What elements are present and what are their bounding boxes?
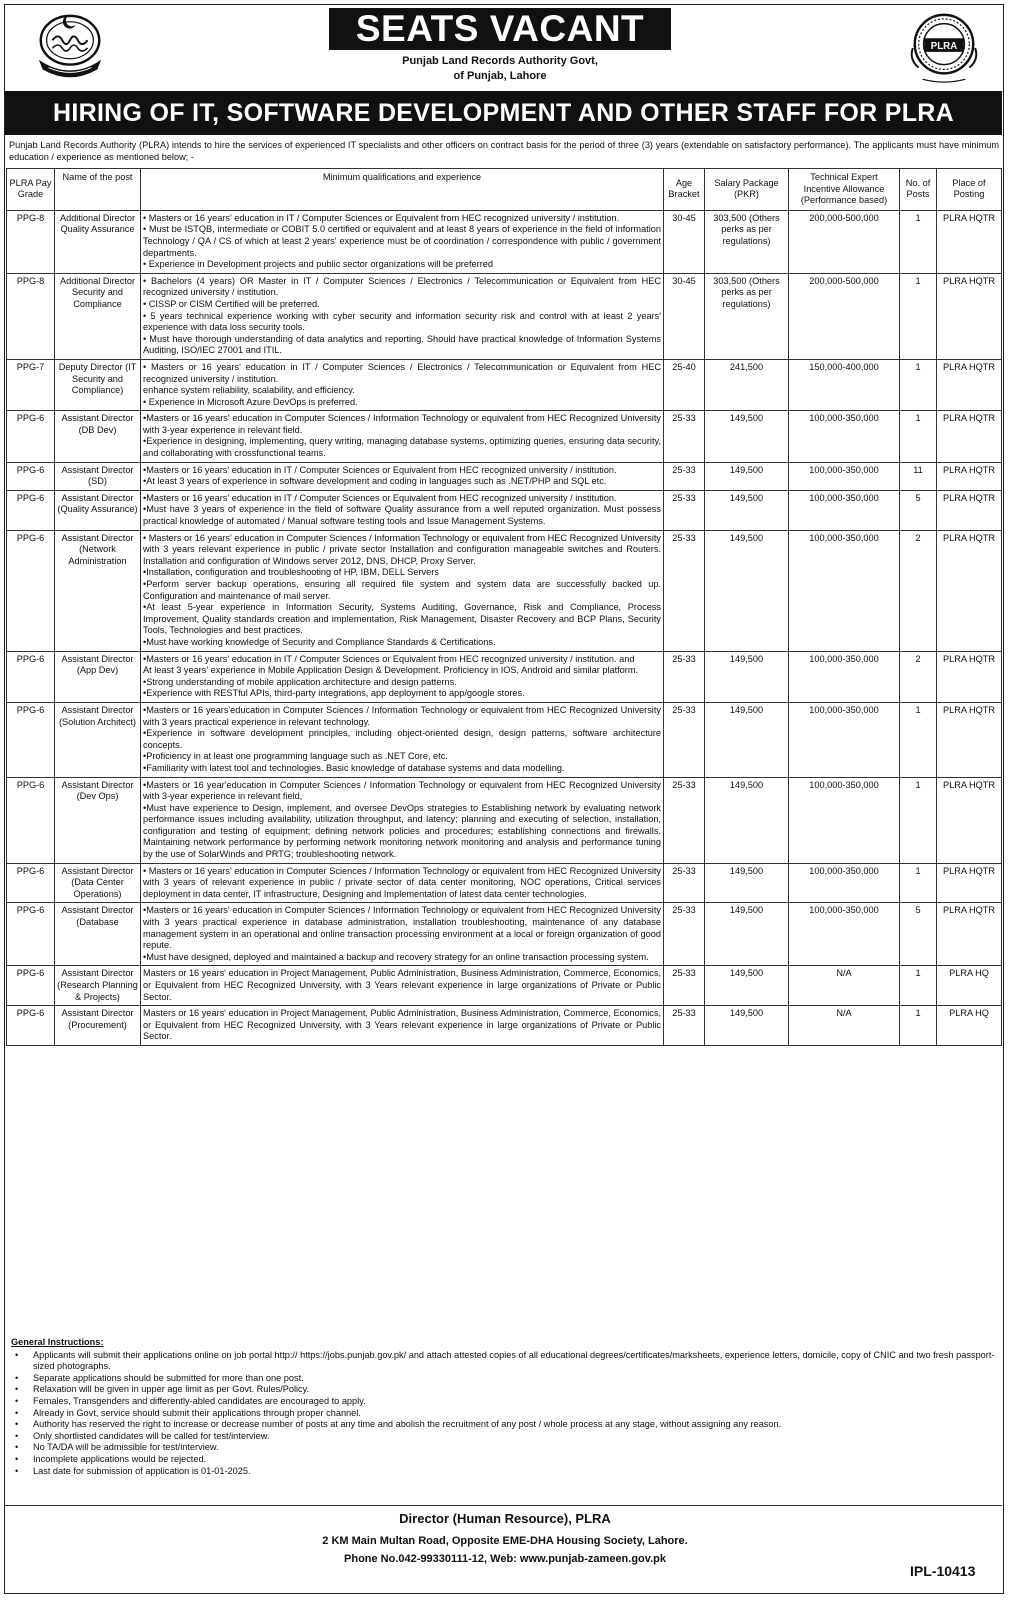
qualification-line: •Must have experience to Design, implement, and oversee DevOps strategies to Establishing network by evaluating network performance issues including availability, utilization throughput, and latency; planning and executing of selection, installation, configuration and testing of equipment; defining network policies and procedures; establishing connections and firewalls. Maintaining network performance by performing network monitoring network monitoring and analysis and performance tuning by the use of SolarWinds and PRTG; troubleshooting network. xyxy=(143,802,661,860)
punjab-government-emblem-icon xyxy=(31,11,109,87)
qualification-line: •Masters or 16 years' education in Computer Sciences / Information Technology or equivalent from HEC Recognized University with 3-year experience in relevant field. xyxy=(143,413,661,435)
qualifications-cell xyxy=(141,462,664,490)
table-row xyxy=(7,966,1002,1006)
qualifications-cell xyxy=(141,490,664,530)
salary-cell: 149,500 xyxy=(705,411,789,462)
qualification-line: • Masters or 16 years' education in Computer Sciences / Information Technology or equivalent from HEC Recognized University with 3 years of relevant experience in public / private sector of data center monitoring, NOC operations, Critical services deployment in data center, IT infrastructure, Designing and Implementation of latest data center technologies. xyxy=(143,865,662,899)
salary-cell: 241,500 xyxy=(705,359,789,410)
masthead xyxy=(5,5,1002,95)
posts-count-cell: 2 xyxy=(900,651,937,702)
intro-paragraph: Punjab Land Records Authority (PLRA) intends to hire the services of experienced IT specialists and other officers on contract basis for the period of three (3) years (extendable on satisfactory performance). The applicants must have minimum education / experience as mentioned below; - xyxy=(9,140,999,162)
qualifications-cell xyxy=(141,903,664,966)
post-name-cell: Assistant Director (Quality Assurance) xyxy=(55,490,141,530)
table-row xyxy=(7,903,1002,966)
seats-vacant-title: SEATS VACANT xyxy=(329,8,671,50)
post-name-cell: Assistant Director (Procurement) xyxy=(55,1006,141,1046)
ad-reference-number: IPL-10413 xyxy=(910,1563,976,1579)
posts-count-cell: 11 xyxy=(900,462,937,490)
header-place-of-posting: Place of Posting xyxy=(937,169,1002,211)
allowance-cell: 100,000-350,000 xyxy=(789,462,900,490)
post-name-cell: Assistant Director (DB Dev) xyxy=(55,411,141,462)
table-body xyxy=(7,210,1002,1045)
age-bracket-cell: 25-40 xyxy=(664,359,705,410)
allowance-cell: 100,000-350,000 xyxy=(789,530,900,651)
place-of-posting-cell: PLRA HQTR xyxy=(937,702,1002,777)
qualification-line: •Masters or 16 year'education in Computer Sciences / Information Technology or equivalent from HEC Recognized University with 3-year experience in relevant field, xyxy=(143,779,661,802)
header-qualifications: Minimum qualifications and experience xyxy=(141,169,664,211)
pay-grade-cell: PPG-7 xyxy=(7,359,55,410)
pay-grade-cell: PPG-6 xyxy=(7,462,55,490)
qualification-line: • Masters or 16 years' education in IT / Computer Sciences or Equivalent from HEC recognized university / institution. xyxy=(143,212,620,223)
instruction-item: • No TA/DA will be admissible for test/interview. xyxy=(11,1442,996,1454)
post-name-cell: Assistant Director (App Dev) xyxy=(55,651,141,702)
post-name-cell: Assistant Director (Database xyxy=(55,903,141,966)
qualification-line: •Experience with RESTful APIs, third-party integrations, app deployment to app/google stores. xyxy=(143,688,525,699)
salary-cell: 149,500 xyxy=(705,1006,789,1046)
place-of-posting-cell: PLRA HQTR xyxy=(937,210,1002,273)
salary-cell: 149,500 xyxy=(705,903,789,966)
age-bracket-cell: 30-45 xyxy=(664,210,705,273)
table-row xyxy=(7,462,1002,490)
qualification-line: • Masters or 16 years' education in IT / Computer Sciences / Electronics / Telecommunication or Equivalent from HEC recognized university / institution. xyxy=(143,361,661,384)
posts-count-cell: 1 xyxy=(900,863,937,903)
vacancy-table xyxy=(6,168,1002,1046)
qualification-line: Masters or 16 years' education in Project Management, Public Administration, Business Administration, Commerce, Economics, or Equivalent from HEC Recognized University, with 3 Years relevant experience in large organizations of Private or Public Sector. xyxy=(143,1008,662,1042)
table-row xyxy=(7,777,1002,863)
instruction-item: • Separate applications should be submitted for more than one post. xyxy=(11,1373,996,1385)
qualification-line: • Must be ISTQB, intermediate or COBIT 5.0 certified or equivalent and at least 8 years of experience in the field of information Technology / QA / CS of which at least 2 years' experience must be of coordination / correspondence with public / government departments. xyxy=(143,224,661,258)
pay-grade-cell: PPG-8 xyxy=(7,273,55,359)
pay-grade-cell: PPG-6 xyxy=(7,1006,55,1046)
post-name-cell: Additional Director Security and Compliance xyxy=(55,273,141,359)
table-row xyxy=(7,273,1002,359)
qualifications-cell xyxy=(141,273,664,359)
pay-grade-cell: PPG-6 xyxy=(7,702,55,777)
table-row xyxy=(7,359,1002,410)
header-age-bracket: Age Bracket xyxy=(664,169,705,211)
place-of-posting-cell: PLRA HQTR xyxy=(937,903,1002,966)
qualification-line: •Must have working knowledge of Security and Compliance Standards & Certifications. xyxy=(143,636,496,647)
instruction-item: • Relaxation will be given in upper age limit as per Govt. Rules/Policy. xyxy=(11,1384,996,1396)
qualification-line: •Masters or 16 years'education in Computer Sciences / Information Technology or equivalent from HEC Recognized University with 3 years practical experience in relevant technology. xyxy=(143,704,661,727)
age-bracket-cell: 25-33 xyxy=(664,411,705,462)
qualification-line: • Must have thorough understanding of data analytics and reporting. Should have practical knowledge of Information Systems Auditing, ISO/IEC 27001 and ITIL. xyxy=(143,333,661,356)
age-bracket-cell: 25-33 xyxy=(664,966,705,1006)
org-name-line-1: Punjab Land Records Authority Govt, xyxy=(402,55,598,67)
age-bracket-cell: 25-33 xyxy=(664,530,705,651)
salary-cell: 149,500 xyxy=(705,702,789,777)
instructions-title: General Instructions: xyxy=(11,1337,104,1347)
place-of-posting-cell: PLRA HQTR xyxy=(937,490,1002,530)
instruction-item: • Applicants will submit their applications online on job portal http:// https://jobs.punjab.gov.pk/ and attach attested copies of all educational degrees/certificates/marksheets, experience letters, domicile, copy of CNIC and two fresh passport-sized photographs. xyxy=(11,1350,996,1373)
header-allowance: Technical Expert Incentive Allowance (Performance based) xyxy=(789,169,900,211)
salary-cell: 303,500 (Others perks as per regulations) xyxy=(705,273,789,359)
allowance-cell: 100,000-350,000 xyxy=(789,702,900,777)
table-row xyxy=(7,702,1002,777)
qualification-line: At least 3 years' experience in Mobile Application Design & Development. Proficiency in IOS, Android and similar platform. xyxy=(143,665,639,676)
qualification-line: •Strong understanding of mobile application architecture and design patterns. xyxy=(143,676,457,687)
allowance-cell: 200,000-500,000 xyxy=(789,273,900,359)
age-bracket-cell: 25-33 xyxy=(664,651,705,702)
qualifications-cell xyxy=(141,210,664,273)
posts-count-cell: 5 xyxy=(900,903,937,966)
qualifications-cell xyxy=(141,359,664,410)
salary-cell: 303,500 (Others perks as per regulations) xyxy=(705,210,789,273)
qualification-line: enhance system reliability, scalability, and efficiency. xyxy=(143,385,355,396)
pay-grade-cell: PPG-6 xyxy=(7,903,55,966)
place-of-posting-cell: PLRA HQTR xyxy=(937,651,1002,702)
qualifications-cell xyxy=(141,411,664,462)
hiring-banner: HIRING OF IT, SOFTWARE DEVELOPMENT AND OTHER STAFF FOR PLRA xyxy=(5,91,1002,135)
instructions-list xyxy=(11,1350,996,1478)
qualifications-cell xyxy=(141,530,664,651)
instruction-item: • Females, Transgenders and differently-abled candidates are encouraged to apply. xyxy=(11,1396,996,1408)
salary-cell: 149,500 xyxy=(705,777,789,863)
table-row xyxy=(7,411,1002,462)
plra-logo-icon xyxy=(905,11,983,87)
qualification-line: •Masters or 16 years' education in IT / Computer Sciences or Equivalent from HEC recognized university / institution. and xyxy=(143,653,635,664)
allowance-cell: N/A xyxy=(789,1006,900,1046)
salary-cell: 149,500 xyxy=(705,966,789,1006)
posts-count-cell: 1 xyxy=(900,273,937,359)
qualifications-cell xyxy=(141,702,664,777)
qualification-line: •Must have 3 years of experience in the field of software Quality assurance from a well reputed organization. Must possess practical knowledge of automated / Manual software testing tools and Issue Management Systems. xyxy=(143,504,661,527)
qualifications-cell xyxy=(141,651,664,702)
footer-divider xyxy=(5,1505,1002,1506)
age-bracket-cell: 25-33 xyxy=(664,702,705,777)
qualification-line: •Installation, configuration and troubleshooting of HP, IBM, DELL Servers xyxy=(143,567,439,578)
qualification-line: •At least 5-year experience in Information Security, Systems Auditing, Governance, Risk and Compliance, Process Improvement, Quality standards creation and implementation, Risk Management, Disaster Recovery and BCP Plans, Security Tools, Technologies and best practices. xyxy=(143,602,661,636)
table-row xyxy=(7,210,1002,273)
qualifications-cell xyxy=(141,966,664,1006)
age-bracket-cell: 25-33 xyxy=(664,490,705,530)
salary-cell: 149,500 xyxy=(705,651,789,702)
place-of-posting-cell: PLRA HQTR xyxy=(937,777,1002,863)
pay-grade-cell: PPG-6 xyxy=(7,863,55,903)
table-header-row xyxy=(7,169,1002,211)
post-name-cell: Assistant Director (Solution Architect) xyxy=(55,702,141,777)
qualification-line: • 5 years technical experience working with cyber security and information security risk and control with at least 2 years' experience with data loss security tools. xyxy=(143,310,661,333)
allowance-cell: 200,000-500,000 xyxy=(789,210,900,273)
place-of-posting-cell: PLRA HQTR xyxy=(937,273,1002,359)
header-pay-grade: PLRA Pay Grade xyxy=(7,169,55,211)
salary-cell: 149,500 xyxy=(705,863,789,903)
contact-phone-web: Phone No.042-99330111-12, Web: www.punjab-zameen.gov.pk xyxy=(344,1553,666,1565)
table-row xyxy=(7,1006,1002,1046)
place-of-posting-cell: PLRA HQTR xyxy=(937,462,1002,490)
pay-grade-cell: PPG-6 xyxy=(7,777,55,863)
plra-logo-text: PLRA xyxy=(930,41,958,52)
contact-address: 2 KM Main Multan Road, Opposite EME-DHA Housing Society, Lahore. xyxy=(322,1535,688,1547)
footer xyxy=(5,1509,1002,1593)
salary-cell: 149,500 xyxy=(705,530,789,651)
posts-count-cell: 5 xyxy=(900,490,937,530)
place-of-posting-cell: PLRA HQTR xyxy=(937,863,1002,903)
qualification-line: •Must have designed, deployed and maintained a backup and recovery strategy for an online transaction processing system. xyxy=(143,951,649,962)
age-bracket-cell: 25-33 xyxy=(664,903,705,966)
allowance-cell: 150,000-400,000 xyxy=(789,359,900,410)
qualification-line: • Bachelors (4 years) OR Master in IT / Computer Sciences / Electronics / Telecommunication or Equivalent from HEC recognized university / institution. xyxy=(143,275,661,298)
post-name-cell: Assistant Director (Network Administration xyxy=(55,530,141,651)
place-of-posting-cell: PLRA HQTR xyxy=(937,411,1002,462)
posts-count-cell: 1 xyxy=(900,966,937,1006)
header-no-of-posts: No. of Posts xyxy=(900,169,937,211)
pay-grade-cell: PPG-6 xyxy=(7,651,55,702)
qualification-line: •Masters or 16 years' education in Computer Sciences / Information Technology or equivalent from HEC Recognized University with 3 years practical experience in database administration, installation troubleshooting, maintenance of any database management system in an operational and online transaction processing environment at a local or foreign organization of good repute. xyxy=(143,905,661,951)
qualification-line: • Masters or 16 years' education in Computer Sciences / Information Technology or equivalent from HEC Recognized University with 3 years relevant experience in public / private sector Installation and configuration manageable switches and Routers. Installation and configuration of Windows server 2012, DNS, DHCP, Proxy Server. xyxy=(143,532,662,566)
pay-grade-cell: PPG-6 xyxy=(7,966,55,1006)
salary-cell: 149,500 xyxy=(705,490,789,530)
age-bracket-cell: 25-33 xyxy=(664,1006,705,1046)
table-row xyxy=(7,530,1002,651)
qualification-line: •At least 3 years of experience in software development and coding in languages such as .NET/PHP and SQL etc. xyxy=(143,476,607,487)
post-name-cell: Assistant Director (SD) xyxy=(55,462,141,490)
post-name-cell: Additional Director Quality Assurance xyxy=(55,210,141,273)
posts-count-cell: 1 xyxy=(900,702,937,777)
post-name-cell: Deputy Director (IT Security and Compliance) xyxy=(55,359,141,410)
posts-count-cell: 1 xyxy=(900,1006,937,1046)
qualification-line: Masters or 16 years' education in Project Management, Public Administration, Business Administration, Commerce, Economics, or Equivalent from HEC Recognized University, with 3 Years relevant experience in large organizations of Private or Public Sector. xyxy=(143,968,662,1002)
instruction-item: • Incomplete applications would be rejected. xyxy=(11,1454,996,1466)
pay-grade-cell: PPG-8 xyxy=(7,210,55,273)
instruction-item: • Last date for submission of application is 01-01-2025. xyxy=(11,1466,996,1478)
pay-grade-cell: PPG-6 xyxy=(7,530,55,651)
posts-count-cell: 1 xyxy=(900,210,937,273)
table-row xyxy=(7,863,1002,903)
place-of-posting-cell: PLRA HQ xyxy=(937,966,1002,1006)
allowance-cell: 100,000-350,000 xyxy=(789,490,900,530)
instruction-item: • Only shortlisted candidates will be called for test/interview. xyxy=(11,1431,996,1443)
qualification-line: •Experience in designing, implementing, query writing, managing database systems, optimizing queries, ensuring data security, and collaborating with crossfunctional teams. xyxy=(143,436,661,459)
age-bracket-cell: 25-33 xyxy=(664,462,705,490)
salary-cell: 149,500 xyxy=(705,462,789,490)
place-of-posting-cell: PLRA HQTR xyxy=(937,359,1002,410)
age-bracket-cell: 30-45 xyxy=(664,273,705,359)
instruction-item: • Already in Govt, service should submit their applications through proper channel. xyxy=(11,1408,996,1420)
age-bracket-cell: 25-33 xyxy=(664,863,705,903)
qualifications-cell xyxy=(141,863,664,903)
allowance-cell: 100,000-350,000 xyxy=(789,777,900,863)
header-salary: Salary Package (PKR) xyxy=(705,169,789,211)
contact-designation: Director (Human Resource), PLRA xyxy=(399,1511,611,1526)
table-row xyxy=(7,490,1002,530)
post-name-cell: Assistant Director (Research Planning & Projects) xyxy=(55,966,141,1006)
qualification-line: •Perform server backup operations, ensuring all required file system and system data are successfully backed up. Configuration and maintenance of mail server. xyxy=(143,579,661,601)
allowance-cell: N/A xyxy=(789,966,900,1006)
post-name-cell: Assistant Director (Dev Ops) xyxy=(55,777,141,863)
place-of-posting-cell: PLRA HQTR xyxy=(937,530,1002,651)
posts-count-cell: 1 xyxy=(900,777,937,863)
advertisement-sheet xyxy=(4,4,1004,1594)
posts-count-cell: 2 xyxy=(900,530,937,651)
qualification-line: •Experience in software development principles, including object-oriented design, design patterns, software architecture concepts. xyxy=(143,728,661,750)
qualification-line: •Proficiency in at least one programming language such as .NET Core, etc. xyxy=(143,751,448,762)
instruction-item: • Authority has reserved the right to increase or decrease number of posts at any time and abolish the recruitment of any post / whole process at any stage, without assigning any reason. xyxy=(11,1419,996,1431)
qualification-line: • Experience in Microsoft Azure DevOps is preferred. xyxy=(143,396,358,407)
age-bracket-cell: 25-33 xyxy=(664,777,705,863)
header-post-name: Name of the post xyxy=(55,169,141,211)
qualifications-cell xyxy=(141,777,664,863)
allowance-cell: 100,000-350,000 xyxy=(789,651,900,702)
table-row xyxy=(7,651,1002,702)
pay-grade-cell: PPG-6 xyxy=(7,411,55,462)
post-name-cell: Assistant Director (Data Center Operations) xyxy=(55,863,141,903)
qualifications-cell xyxy=(141,1006,664,1046)
allowance-cell: 100,000-350,000 xyxy=(789,903,900,966)
posts-count-cell: 1 xyxy=(900,411,937,462)
qualification-line: •Masters or 16 years' education in IT / Computer Sciences or Equivalent from HEC recognized university / institution. xyxy=(143,464,617,475)
posts-count-cell: 1 xyxy=(900,359,937,410)
qualification-line: •Masters or 16 years' education in IT / Computer Sciences or Equivalent from HEC recognized university / institution. xyxy=(143,492,617,503)
qualification-line: • Experience in Development projects and public sector organizations will be preferred xyxy=(143,259,493,270)
org-name-line-2: of Punjab, Lahore xyxy=(453,70,547,82)
qualification-line: • CISSP or CISM Certified will be preferred. xyxy=(143,298,320,309)
allowance-cell: 100,000-350,000 xyxy=(789,411,900,462)
place-of-posting-cell: PLRA HQ xyxy=(937,1006,1002,1046)
qualification-line: •Familiarity with latest tool and technologies. Basic knowledge of database systems and data modelling. xyxy=(143,762,565,773)
general-instructions xyxy=(11,1337,996,1477)
pay-grade-cell: PPG-6 xyxy=(7,490,55,530)
allowance-cell: 100,000-350,000 xyxy=(789,863,900,903)
